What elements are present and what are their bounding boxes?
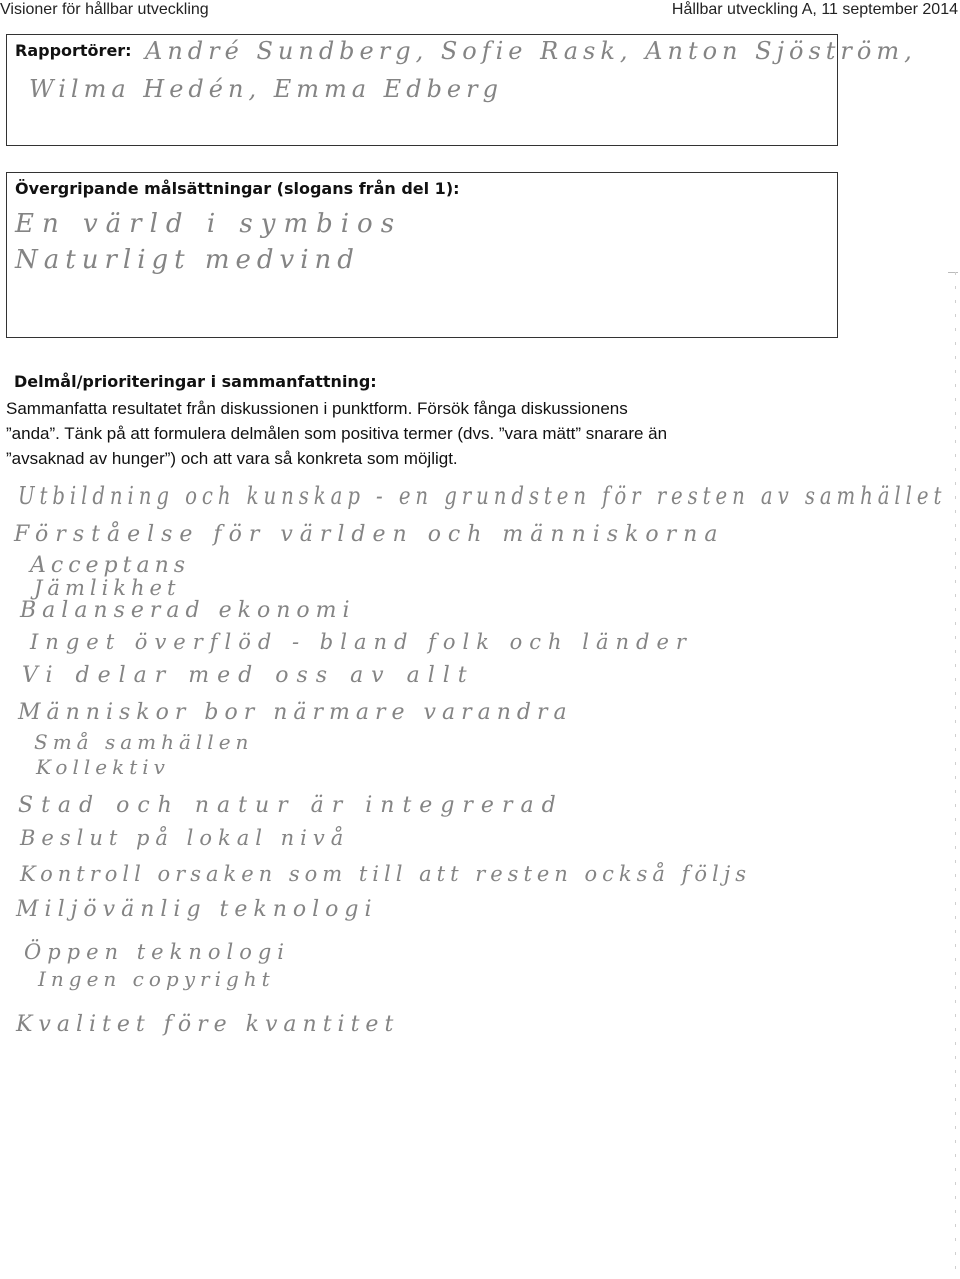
subgoal-handwriting-2: Förståelse för världen och människorna xyxy=(14,522,725,547)
instruction-line-1: Sammanfatta resultatet från diskussionen i punktform. Försök fånga diskussionens xyxy=(6,399,628,418)
reporters-handwriting-line-1: André Sundberg, Sofie Rask, Anton Sjöström, xyxy=(145,37,917,65)
header-course-title: Visioner för hållbar utveckling xyxy=(0,1,209,18)
goals-label: Övergripande målsättningar (slogans från del 1): xyxy=(15,179,460,198)
subgoal-handwriting-9: Små samhällen xyxy=(34,730,254,754)
subgoal-handwriting-6: Inget överflöd - bland folk och länder xyxy=(30,630,693,654)
reporters-handwriting-line-2: Wilma Hedén, Emma Edberg xyxy=(29,75,503,103)
goals-handwriting-line-1: En värld i symbios xyxy=(15,209,403,239)
subgoal-handwriting-4: Jämlikhet xyxy=(34,576,181,600)
reporters-box xyxy=(6,34,917,146)
subgoal-handwriting-15: Öppen teknologi xyxy=(24,940,291,964)
header-course-date: Hållbar utveckling A, 11 september 2014 xyxy=(671,1,958,18)
subgoal-handwriting-8: Människor bor närmare varandra xyxy=(18,700,573,725)
goals-handwriting-line-2: Naturligt medvind xyxy=(15,245,360,275)
goals-box xyxy=(6,172,838,338)
reporters-label: Rapportörer: xyxy=(15,41,132,60)
instruction-line-2: ”anda”. Tänk på att formulera delmålen som positiva termer (dvs. ”vara mätt” snarare än xyxy=(6,424,668,443)
subgoal-handwriting-16: Ingen copyright xyxy=(38,967,275,991)
subgoal-handwriting-13: Kontroll orsaken som till att resten också följs xyxy=(20,862,752,886)
instruction-line-3: ”avsaknad av hunger”) och att vara så konkreta som möjligt. xyxy=(6,449,458,468)
margin-tick xyxy=(948,272,958,273)
subgoal-handwriting-12: Beslut på lokal nivå xyxy=(20,826,350,850)
subgoal-handwriting-5: Balanserad ekonomi xyxy=(20,598,356,623)
subgoal-handwriting-3: Acceptans xyxy=(30,553,191,578)
subgoal-handwriting-10: Kollektiv xyxy=(36,755,170,779)
subgoal-handwriting-17: Kvalitet före kvantitet xyxy=(16,1012,400,1037)
subgoal-handwriting-11: Stad och natur är integrerad xyxy=(18,793,564,818)
margin-dotted-line xyxy=(955,272,956,1272)
subgoals-instructions xyxy=(6,396,826,471)
subgoal-handwriting-14: Miljövänlig teknologi xyxy=(16,897,378,922)
subgoal-handwriting-1: Utbildning och kunskap - en grundsten för resten av samhället xyxy=(18,482,947,510)
subgoals-label: Delmål/prioriteringar i sammanfattning: xyxy=(14,372,377,391)
subgoal-handwriting-7: Vi delar med oss av allt xyxy=(22,663,475,688)
